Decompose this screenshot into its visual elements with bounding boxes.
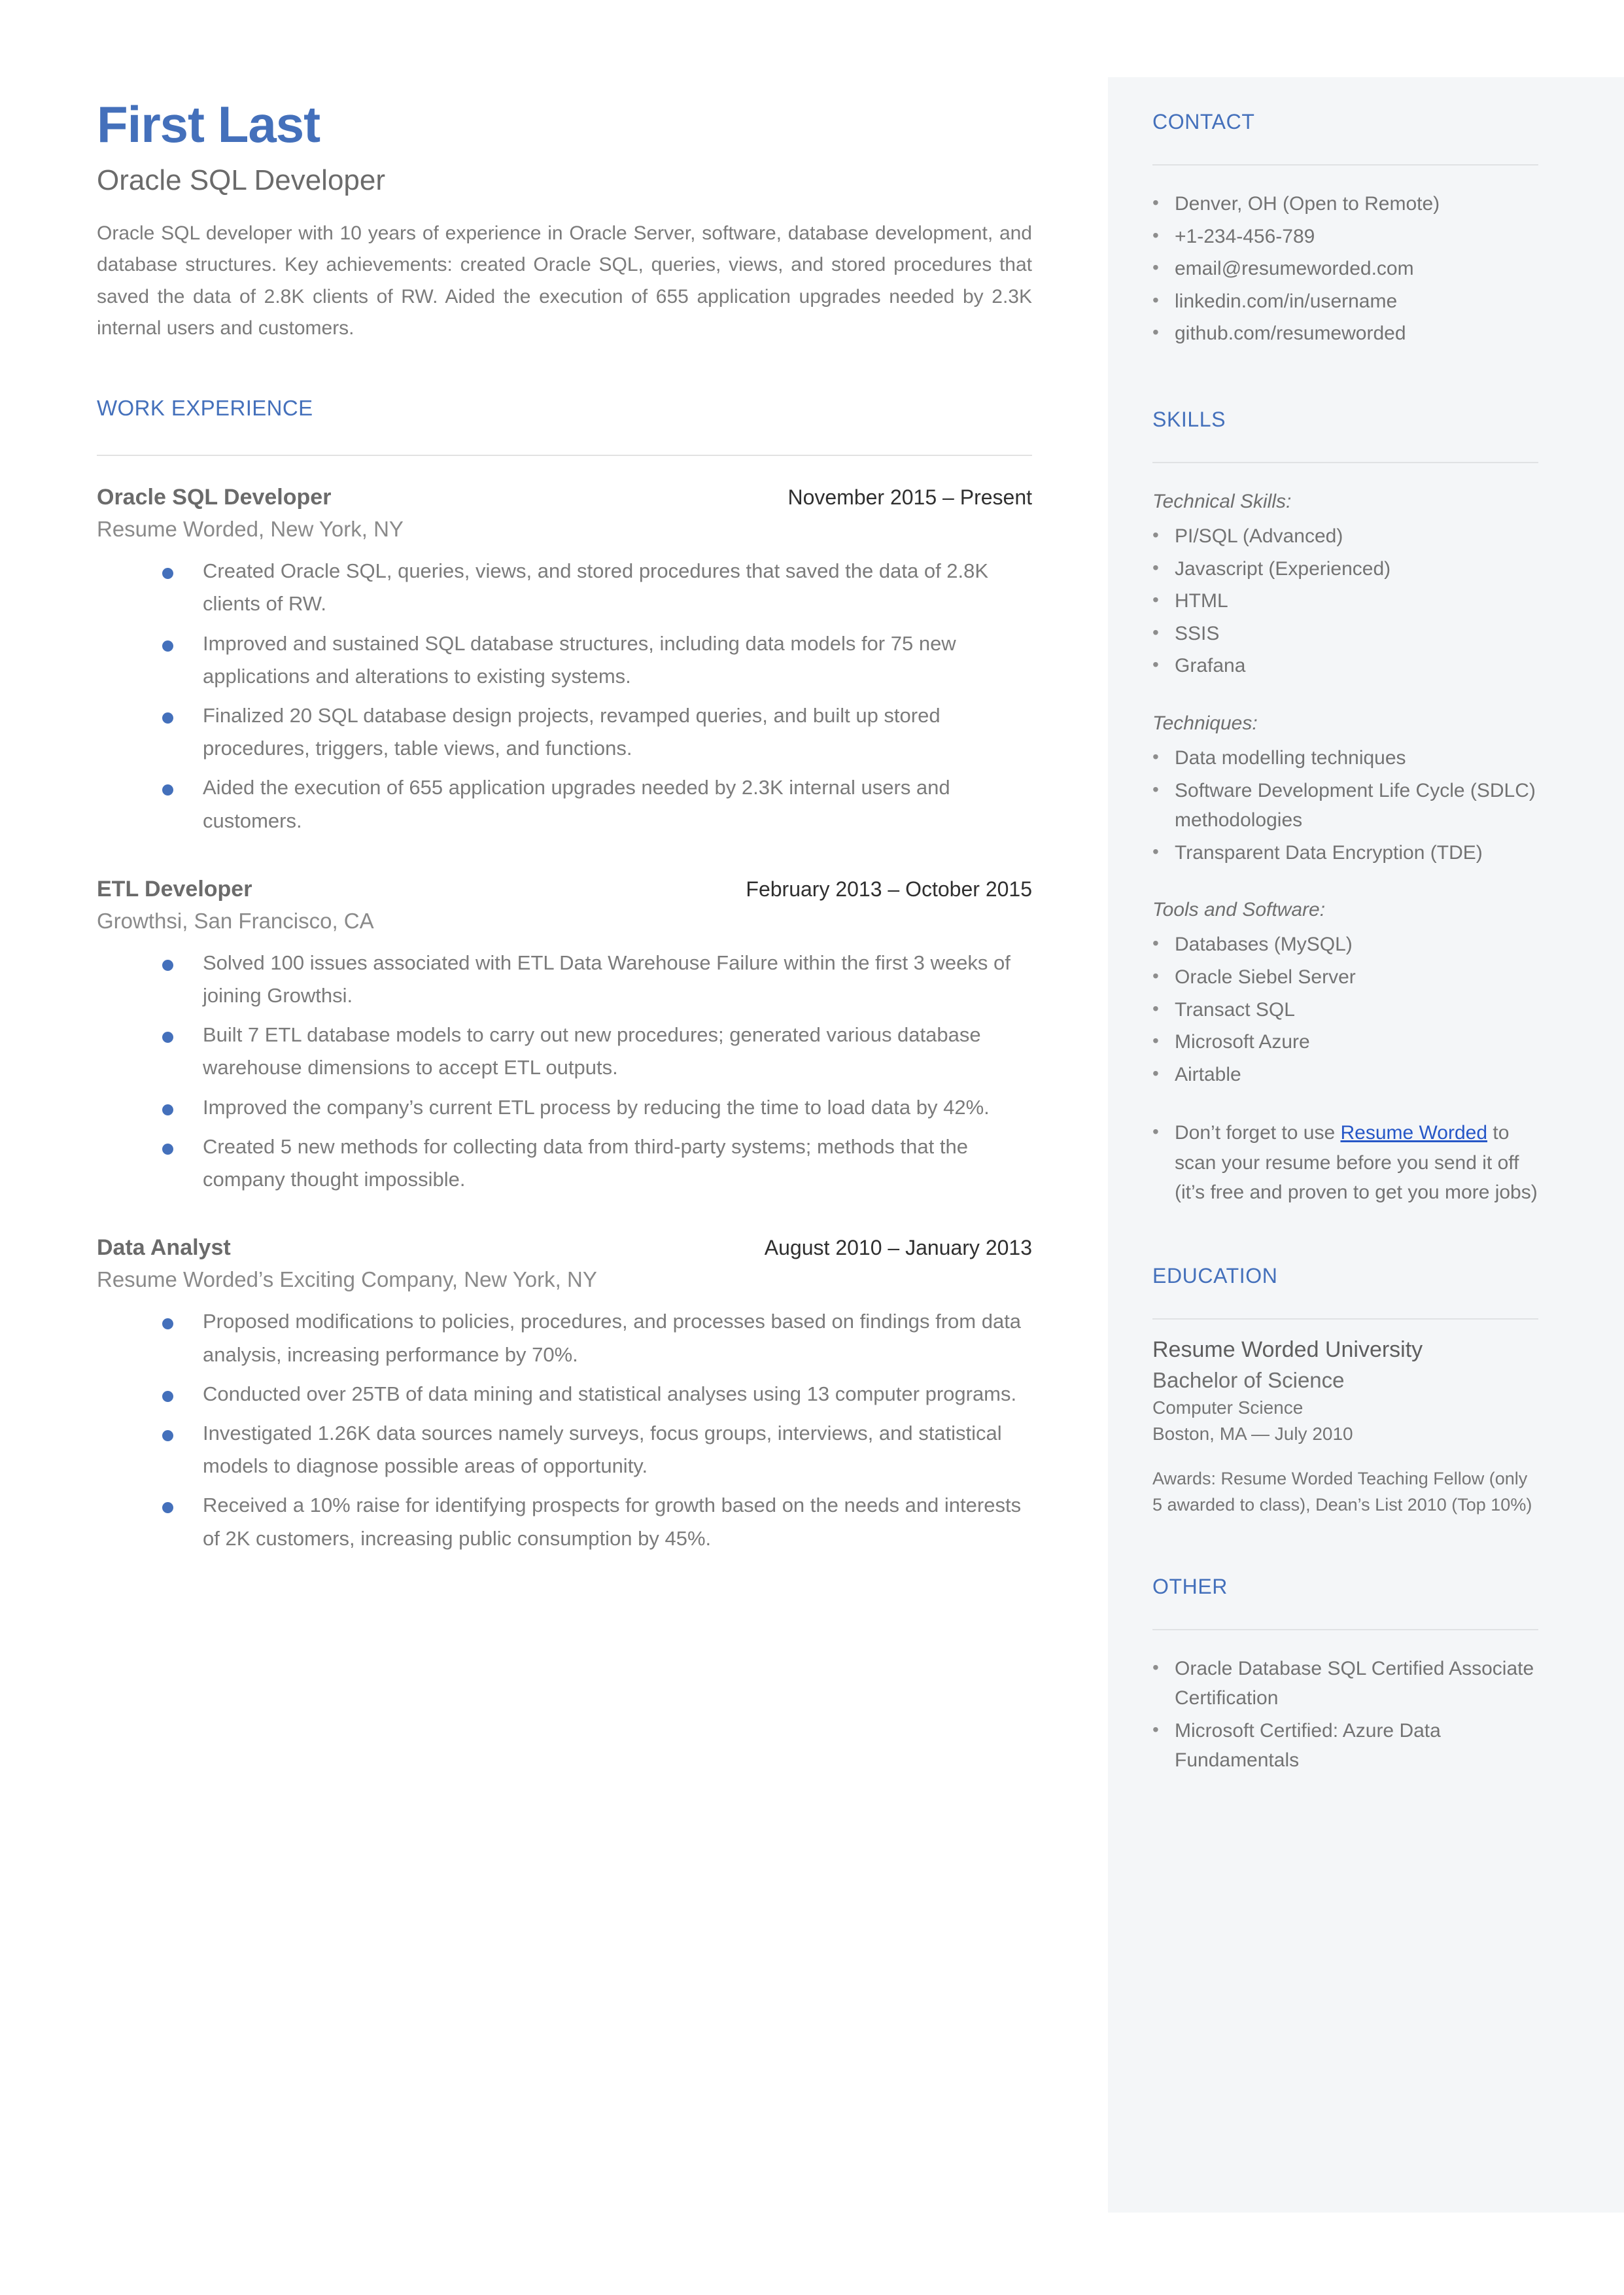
- job-company: Resume Worded’s Exciting Company, New York, NY: [97, 1267, 597, 1292]
- skill-item: • Grafana: [1152, 651, 1538, 681]
- skill-item: • Javascript (Experienced): [1152, 554, 1538, 584]
- job-entry: [97, 485, 1032, 542]
- job-bullet: Created 5 new methods for collecting data from third-party systems; methods that the company thought impossible.: [162, 1130, 1032, 1196]
- job-bullet: Aided the execution of 655 application upgrades needed by 2.3K internal users and customers.: [162, 771, 1032, 837]
- contact-linkedin[interactable]: • linkedin.com/in/username: [1152, 287, 1538, 317]
- skill-group-label: Techniques:: [1152, 712, 1258, 734]
- job-bullet: Solved 100 issues associated with ETL Data Warehouse Failure within the first 3 weeks of joining Growthsi.: [162, 947, 1032, 1012]
- skill-list: [1152, 930, 1538, 1089]
- spacer: [1152, 1518, 1538, 1575]
- education-degree: Bachelor of Science: [1152, 1368, 1345, 1393]
- job-bullet: Proposed modifications to policies, procedures, and processes based on findings from data analysis, increasing performance by 70%.: [162, 1305, 1032, 1371]
- skills-section: [1152, 408, 1538, 1208]
- other-list: [1152, 1654, 1538, 1776]
- job-bullet: Created Oracle SQL, queries, views, and stored procedures that saved the data of 2.8K clients of RW.: [162, 555, 1032, 620]
- contact-github[interactable]: • github.com/resumeworded: [1152, 319, 1538, 349]
- section-divider-contact: [1152, 164, 1538, 166]
- section-divider-education: [1152, 1318, 1538, 1320]
- skill-group-techniques: [1152, 709, 1538, 867]
- job-bullet: Conducted over 25TB of data mining and statistical analyses using 13 computer programs.: [162, 1378, 1032, 1410]
- resume-worded-promo: [1152, 1118, 1538, 1208]
- section-divider-skills: [1152, 462, 1538, 463]
- section-title-contact: CONTACT: [1152, 110, 1255, 133]
- education-major: Computer Science: [1152, 1397, 1304, 1418]
- skill-item: • SSIS: [1152, 619, 1538, 649]
- education-awards: Awards: Resume Worded Teaching Fellow (only 5 awarded to class), Dean’s List 2010 (Top 10%): [1152, 1468, 1532, 1515]
- sidebar-column: [1152, 110, 1538, 1778]
- candidate-headline: Oracle SQL Developer: [97, 164, 386, 196]
- skill-list: [1152, 521, 1538, 681]
- section-title-education: EDUCATION: [1152, 1264, 1278, 1288]
- education-location-date: Boston, MA — July 2010: [1152, 1423, 1353, 1444]
- contact-location: • Denver, OH (Open to Remote): [1152, 189, 1538, 219]
- certification-item: • Microsoft Certified: Azure Data Fundamentals: [1152, 1716, 1538, 1776]
- job-company: Growthsi, San Francisco, CA: [97, 908, 374, 933]
- job-header: [97, 1235, 1032, 1261]
- professional-summary: Oracle SQL developer with 10 years of experience in Oracle Server, software, database development, and database structures. Key achievements: created Oracle SQL, queries, views, and stored procedures that saved the data of 2.8K clients of RW. Aided the execution of 655 application upgrades needed by 2.3K internal users and customers.: [97, 222, 1032, 340]
- promo-text-before: Don’t forget to use: [1175, 1122, 1341, 1144]
- section-title-other: OTHER: [1152, 1574, 1228, 1598]
- job-company: Resume Worded, New York, NY: [97, 517, 404, 542]
- job-entry: [97, 877, 1032, 934]
- promo-text-after: to scan your resume before you send it off (it’s free and proven to get you more jobs): [1175, 1122, 1538, 1204]
- job-bullet: Investigated 1.26K data sources namely surveys, focus groups, interviews, and statistical models to diagnose possible areas of opportunity.: [162, 1417, 1032, 1482]
- skill-item: • HTML: [1152, 586, 1538, 616]
- resume-worded-link[interactable]: Resume Worded: [1340, 1122, 1488, 1144]
- skill-group-technical: [1152, 487, 1538, 681]
- job-bullet: Finalized 20 SQL database design projects, revamped queries, and built up stored procedures, triggers, table views, and functions.: [162, 699, 1032, 765]
- skill-item: • Airtable: [1152, 1060, 1538, 1090]
- candidate-name: First Last: [97, 96, 320, 153]
- contact-phone: • +1-234-456-789: [1152, 222, 1538, 252]
- job-dates: February 2013 – October 2015: [746, 877, 1032, 901]
- contact-list: [1152, 189, 1538, 349]
- contact-section: [1152, 110, 1538, 349]
- job-bullet: Received a 10% raise for identifying prospects for growth based on the needs and interests of 2K customers, increasing public consumption by 45%.: [162, 1489, 1032, 1554]
- job-title: Data Analyst: [97, 1235, 231, 1261]
- other-section: [1152, 1575, 1538, 1776]
- skill-group-tools: [1152, 895, 1538, 1089]
- main-column: [97, 98, 1032, 1594]
- skill-item: • Microsoft Azure: [1152, 1027, 1538, 1057]
- certification-item: • Oracle Database SQL Certified Associate Certification: [1152, 1654, 1538, 1713]
- job-bullet-list: [97, 555, 1032, 837]
- skill-item: • Transact SQL: [1152, 995, 1538, 1025]
- job-bullet: Improved and sustained SQL database structures, including data models for 75 new applications and alterations to existing systems.: [162, 627, 1032, 693]
- skill-item: • PI/SQL (Advanced): [1152, 521, 1538, 552]
- job-title: ETL Developer: [97, 876, 252, 902]
- section-divider-work: [97, 455, 1032, 456]
- skill-item: • Databases (MySQL): [1152, 930, 1538, 960]
- job-dates: August 2010 – January 2013: [764, 1236, 1032, 1260]
- job-bullet: Improved the company’s current ETL process by reducing the time to load data by 42%.: [162, 1091, 1032, 1124]
- skill-item: • Oracle Siebel Server: [1152, 962, 1538, 992]
- spacer: [1152, 351, 1538, 408]
- job-bullet-list: [97, 1305, 1032, 1555]
- job-title: Oracle SQL Developer: [97, 485, 332, 510]
- spacer: [1152, 1208, 1538, 1264]
- job-header: [97, 485, 1032, 510]
- skill-item: • Data modelling techniques: [1152, 743, 1538, 773]
- skill-group-label: Tools and Software:: [1152, 899, 1326, 921]
- skill-item: • Software Development Life Cycle (SDLC) methodologies: [1152, 776, 1538, 835]
- skill-group-label: Technical Skills:: [1152, 490, 1292, 512]
- education-school: Resume Worded University: [1152, 1337, 1423, 1363]
- section-title-skills: SKILLS: [1152, 407, 1226, 431]
- contact-email[interactable]: • email@resumeworded.com: [1152, 254, 1538, 284]
- job-bullet-list: [97, 947, 1032, 1197]
- job-entry: [97, 1235, 1032, 1292]
- section-title-work-experience: WORK EXPERIENCE: [97, 396, 313, 421]
- education-section: [1152, 1264, 1538, 1518]
- job-bullet: Built 7 ETL database models to carry out new procedures; generated various database warehouse dimensions to accept ETL outputs.: [162, 1019, 1032, 1084]
- skill-item: • Transparent Data Encryption (TDE): [1152, 838, 1538, 868]
- section-divider-other: [1152, 1629, 1538, 1630]
- job-header: [97, 877, 1032, 902]
- job-dates: November 2015 – Present: [787, 485, 1032, 510]
- skill-list: [1152, 743, 1538, 867]
